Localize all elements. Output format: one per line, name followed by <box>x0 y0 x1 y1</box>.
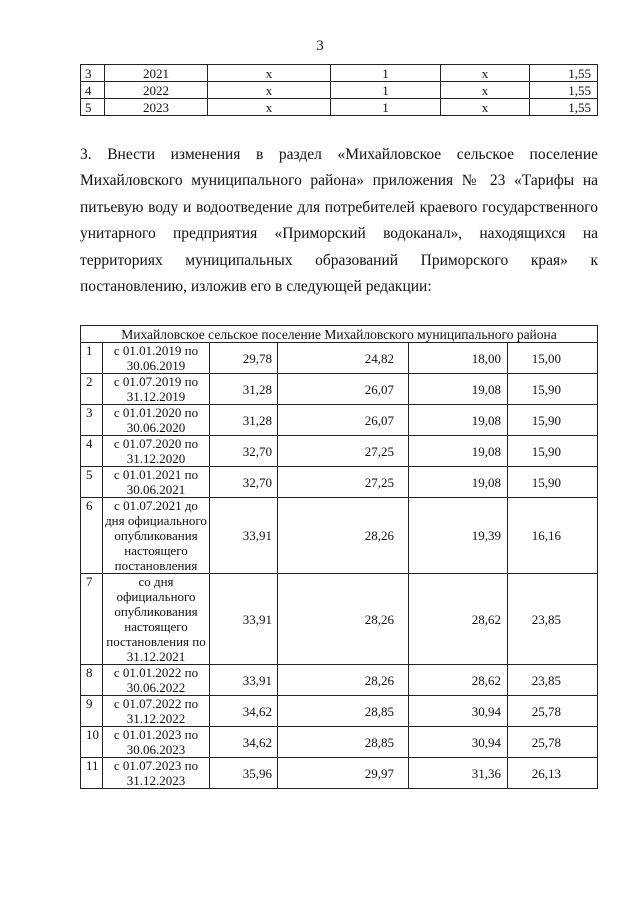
tariff-cell: 26,07 <box>278 405 409 436</box>
tariff-cell: 34,62 <box>210 727 278 758</box>
table-cell: 1 <box>331 99 441 116</box>
table-header-row <box>81 326 598 343</box>
tariff-cell: 33,91 <box>210 665 278 696</box>
row-number: 4 <box>81 436 103 467</box>
period-cell: с 01.01.2023 по 30.06.2023 <box>103 727 210 758</box>
tariff-cell: 15,90 <box>508 467 598 498</box>
table-row <box>81 758 598 789</box>
tariff-cell: 28,62 <box>409 574 508 665</box>
tariff-cell: 31,36 <box>409 758 508 789</box>
period-cell: с 01.07.2019 по 31.12.2019 <box>103 374 210 405</box>
table-row <box>81 665 598 696</box>
table-row <box>81 727 598 758</box>
tariff-cell: 32,70 <box>210 467 278 498</box>
row-number: 7 <box>81 574 103 665</box>
row-number: 9 <box>81 696 103 727</box>
tariff-cell: 27,25 <box>278 467 409 498</box>
row-number: 8 <box>81 665 103 696</box>
tariff-cell: 15,90 <box>508 436 598 467</box>
row-number: 5 <box>81 467 103 498</box>
tariff-cell: 28,85 <box>278 696 409 727</box>
tariff-cell: 24,82 <box>278 343 409 374</box>
continuation-table <box>80 64 598 116</box>
table-cell: х <box>208 65 331 82</box>
tariff-cell: 33,91 <box>210 498 278 574</box>
tariff-cell: 33,91 <box>210 574 278 665</box>
tariff-cell: 18,00 <box>409 343 508 374</box>
table-row <box>81 65 598 82</box>
period-cell: с 01.01.2021 по 30.06.2021 <box>103 467 210 498</box>
tariff-cell: 19,08 <box>409 405 508 436</box>
tariff-cell: 32,70 <box>210 436 278 467</box>
row-number: 3 <box>81 405 103 436</box>
year-cell: 2023 <box>105 99 208 116</box>
tariff-table <box>80 325 598 789</box>
table-row <box>81 405 598 436</box>
tariff-cell: 19,39 <box>409 498 508 574</box>
tariff-cell: 25,78 <box>508 696 598 727</box>
row-number: 2 <box>81 374 103 405</box>
period-cell: с 01.01.2022 по 30.06.2022 <box>103 665 210 696</box>
table-row <box>81 99 598 116</box>
table-cell: 1,55 <box>530 82 598 99</box>
tariff-cell: 26,07 <box>278 374 409 405</box>
tariff-cell: 28,85 <box>278 727 409 758</box>
year-cell: 2021 <box>105 65 208 82</box>
period-cell: с 01.07.2023 по 31.12.2023 <box>103 758 210 789</box>
row-number: 1 <box>81 343 103 374</box>
table-row <box>81 574 598 665</box>
amendment-paragraph: 3. Внести изменения в раздел «Михайловское сельское поселение Михайловского муниципального района» приложения № 23 «Тарифы на питьевую воду и водоотведение для потребителей краевого государственного унитарного предприятия «Приморский водоканал», находящихся на территориях муниципальных образований Приморского края» к постановлению, изложив его в следующей редакции: <box>80 146 598 296</box>
period-cell: с 01.01.2019 по 30.06.2019 <box>103 343 210 374</box>
page-number: 3 <box>316 38 324 54</box>
table-row <box>81 82 598 99</box>
tariff-cell: 23,85 <box>508 665 598 696</box>
tariff-cell: 15,90 <box>508 405 598 436</box>
row-number: 6 <box>81 498 103 574</box>
tariff-cell: 28,26 <box>278 574 409 665</box>
tariff-cell: 27,25 <box>278 436 409 467</box>
tariff-cell: 15,90 <box>508 374 598 405</box>
table-cell: 1,55 <box>530 65 598 82</box>
year-cell: 2022 <box>105 82 208 99</box>
tariff-cell: 30,94 <box>409 727 508 758</box>
tariff-cell: 31,28 <box>210 405 278 436</box>
tariff-cell: 28,62 <box>409 665 508 696</box>
table-row <box>81 696 598 727</box>
table-header: Михайловское сельское поселение Михайловского муниципального района <box>81 326 598 343</box>
table-cell: 1,55 <box>530 99 598 116</box>
table-cell: х <box>441 65 530 82</box>
table-row <box>81 436 598 467</box>
row-number: 4 <box>81 82 105 99</box>
table-row <box>81 343 598 374</box>
tariff-cell: 26,13 <box>508 758 598 789</box>
row-number: 3 <box>81 65 105 82</box>
table-cell: х <box>441 99 530 116</box>
tariff-cell: 31,28 <box>210 374 278 405</box>
period-cell: с 01.07.2020 по 31.12.2020 <box>103 436 210 467</box>
period-cell: с 01.07.2022 по 31.12.2022 <box>103 696 210 727</box>
table-cell: 1 <box>331 82 441 99</box>
table-row <box>81 467 598 498</box>
tariff-cell: 35,96 <box>210 758 278 789</box>
table-row <box>81 498 598 574</box>
row-number: 10 <box>81 727 103 758</box>
tariff-cell: 15,00 <box>508 343 598 374</box>
tariff-cell: 16,16 <box>508 498 598 574</box>
tariff-cell: 29,78 <box>210 343 278 374</box>
table-cell: х <box>441 82 530 99</box>
tariff-cell: 30,94 <box>409 696 508 727</box>
period-cell: со дня официального опубликования настоящего постановления по 31.12.2021 <box>103 574 210 665</box>
row-number: 11 <box>81 758 103 789</box>
period-cell: с 01.07.2021 до дня официального опубликования настоящего постановления <box>103 498 210 574</box>
tariff-cell: 19,08 <box>409 467 508 498</box>
period-cell: с 01.01.2020 по 30.06.2020 <box>103 405 210 436</box>
tariff-cell: 28,26 <box>278 498 409 574</box>
row-number: 5 <box>81 99 105 116</box>
tariff-cell: 19,08 <box>409 374 508 405</box>
table-cell: 1 <box>331 65 441 82</box>
tariff-cell: 29,97 <box>278 758 409 789</box>
table-row <box>81 374 598 405</box>
tariff-cell: 23,85 <box>508 574 598 665</box>
tariff-cell: 28,26 <box>278 665 409 696</box>
table-cell: х <box>208 99 331 116</box>
tariff-cell: 34,62 <box>210 696 278 727</box>
tariff-cell: 19,08 <box>409 436 508 467</box>
tariff-cell: 25,78 <box>508 727 598 758</box>
table-cell: х <box>208 82 331 99</box>
